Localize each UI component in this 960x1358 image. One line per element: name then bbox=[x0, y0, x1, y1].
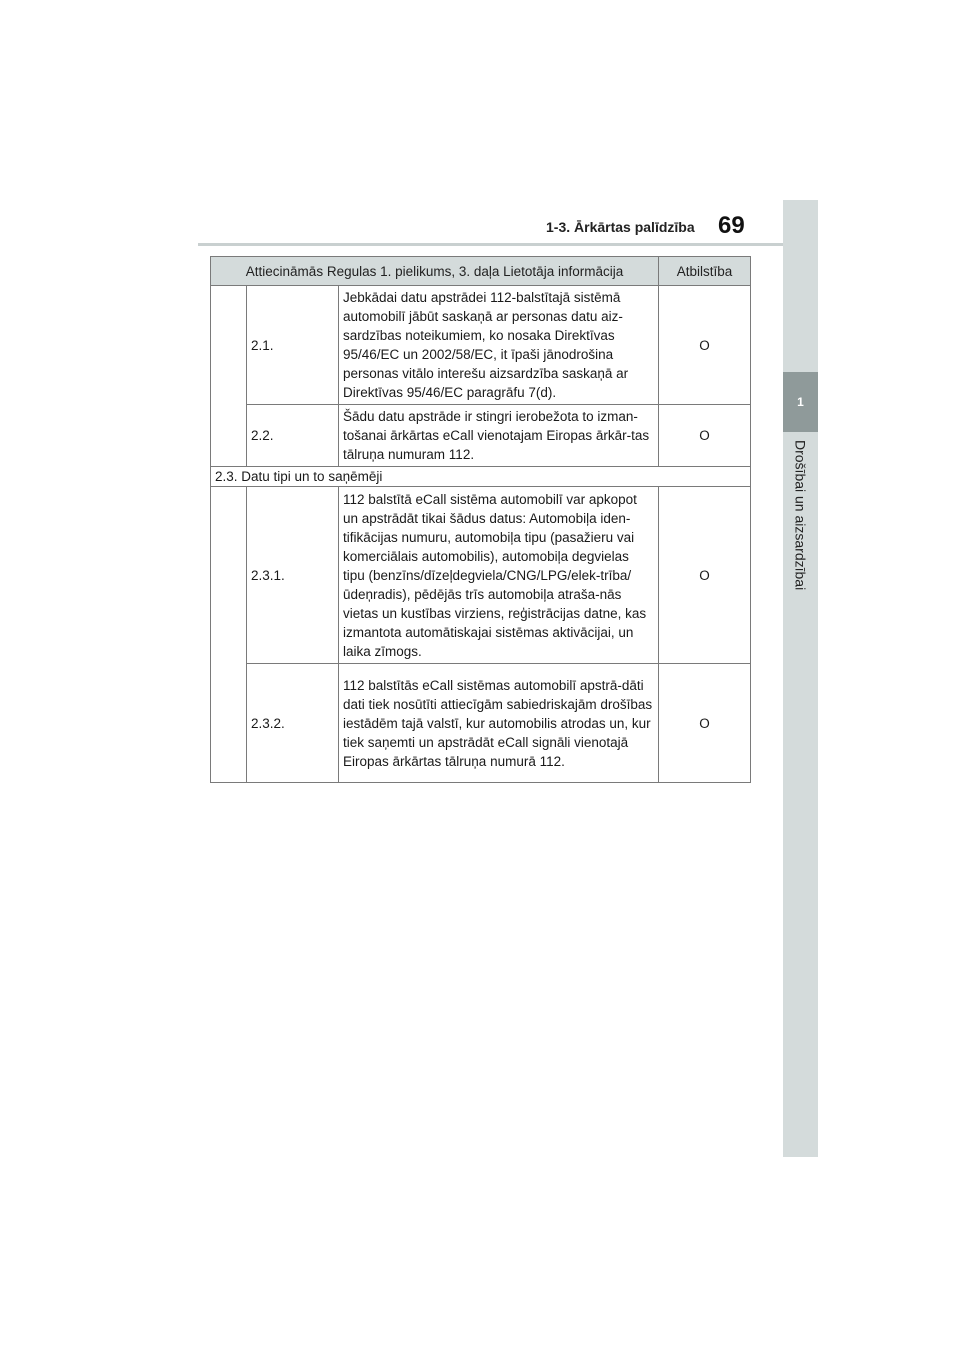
table-subheading-row bbox=[211, 467, 751, 487]
header-divider bbox=[198, 243, 783, 246]
row-compliance: O bbox=[659, 286, 751, 405]
column-header-compliance: Atbilstība bbox=[659, 257, 751, 286]
chapter-number-badge: 1 bbox=[783, 372, 818, 432]
row-compliance: O bbox=[659, 405, 751, 467]
row-text: 112 balstītā eCall sistēma automobilī var apkopot un apstrādāt tikai šādus datus: Automobiļa iden-tifikācijas numuru, automobiļa tipu (pasažieru vai komerciālais automobilis), automobiļa degvielas tipu (benzīns/dīzeļdegviela/CNG/LPG/elek-trība/ūdeņradis), pēdējās trīs automobiļa atraša-nās vietas un kustības virziens, reģistrācijas datne, kas izmantota automātiskajai sistēmas aktivācijai, un laika zīmogs. bbox=[339, 487, 659, 664]
chapter-title-text: Drošībai un aizsardzībai bbox=[792, 440, 809, 591]
row-text: Jebkādai datu apstrādei 112-balstītajā sistēmā automobilī jābūt saskaņā ar personas datu aiz-sardzības noteikumiem, ko nosaka Direktīvas 95/46/EC un 2002/58/EC, it īpaši jānodrošina personas vitālo interešu aizsardzība saskaņā ar Direktīvas 95/46/EC paragrāfu 7(d). bbox=[339, 286, 659, 405]
row-number: 2.1. bbox=[247, 286, 339, 405]
section-title: 1-3. Ārkārtas palīdzība bbox=[546, 219, 695, 235]
table-header-row bbox=[211, 257, 751, 286]
row-compliance: O bbox=[659, 664, 751, 783]
row-number: 2.3.2. bbox=[247, 664, 339, 783]
table-row bbox=[211, 286, 751, 405]
page-number: 69 bbox=[718, 212, 745, 239]
row-text: Šādu datu apstrāde ir stingri ierobežota to izman-tošanai ārkārtas eCall vienotajam Eiropas ārkār-tas tālruņa numuram 112. bbox=[339, 405, 659, 467]
row-compliance: O bbox=[659, 487, 751, 664]
row-number: 2.2. bbox=[247, 405, 339, 467]
subheading: 2.3. Datu tipi un to saņēmēji bbox=[211, 467, 751, 487]
indent-cell bbox=[211, 487, 247, 783]
table-row bbox=[211, 664, 751, 783]
chapter-title bbox=[783, 440, 818, 640]
table-row bbox=[211, 487, 751, 664]
side-tab bbox=[783, 200, 818, 1157]
column-header-info: Attiecināmās Regulas 1. pielikums, 3. daļa Lietotāja informācija bbox=[211, 257, 659, 286]
table-row bbox=[211, 405, 751, 467]
regulation-table bbox=[210, 256, 751, 783]
indent-cell bbox=[211, 286, 247, 467]
row-text: 112 balstītās eCall sistēmas automobilī apstrā-dāti dati tiek nosūtīti attiecīgām sabiedriskajām drošības iestādēm tajā valstī, kur automobilis atrodas un, kur tiek saņemti un apstrādāt eCall signāli vienotajā Eiropas ārkārtas tālruņa numurā 112. bbox=[339, 664, 659, 783]
row-number: 2.3.1. bbox=[247, 487, 339, 664]
